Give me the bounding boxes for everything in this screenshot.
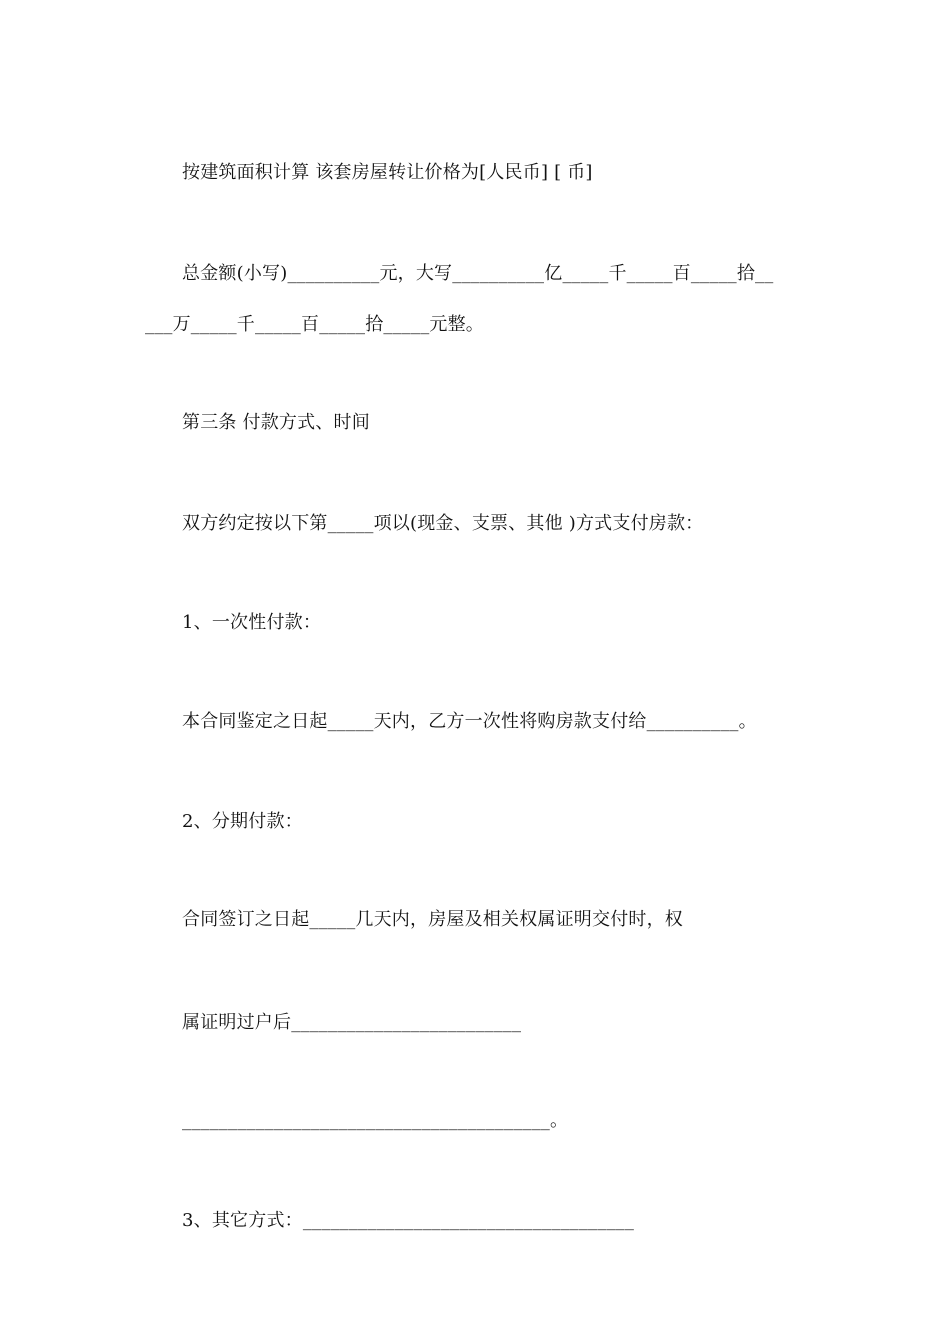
installment-clause-end: ________________________________________。 bbox=[182, 1110, 569, 1131]
payment-method-clause: 双方约定按以下第_____项以(现金、支票、其他 )方式支付房款： bbox=[182, 513, 704, 534]
lump-sum-clause: 本合同鉴定之日起_____天内，乙方一次性将购房款支付给__________。 bbox=[182, 711, 757, 732]
lump-sum-heading: 1、一次性付款： bbox=[182, 612, 322, 633]
total-amount-continuation: ___万_____千_____百_____拾_____元整。 bbox=[145, 314, 484, 335]
other-method-line: 3、其它方式：____________________________________ bbox=[182, 1210, 635, 1231]
total-amount-line: 总金额(小写)__________元，大写__________亿_____千_____百_____拾__ bbox=[182, 263, 774, 284]
installment-clause: 合同签订之日起_____几天内，房屋及相关权属证明交付时，权 bbox=[182, 909, 683, 930]
installment-clause-cont: 属证明过户后_________________________ bbox=[182, 1012, 522, 1033]
price-clause-line: 按建筑面积计算 该套房屋转让价格为[人民币] [ 币] bbox=[182, 162, 593, 183]
article-three-heading: 第三条 付款方式、时间 bbox=[182, 412, 370, 433]
installment-heading: 2、分期付款： bbox=[182, 811, 303, 832]
